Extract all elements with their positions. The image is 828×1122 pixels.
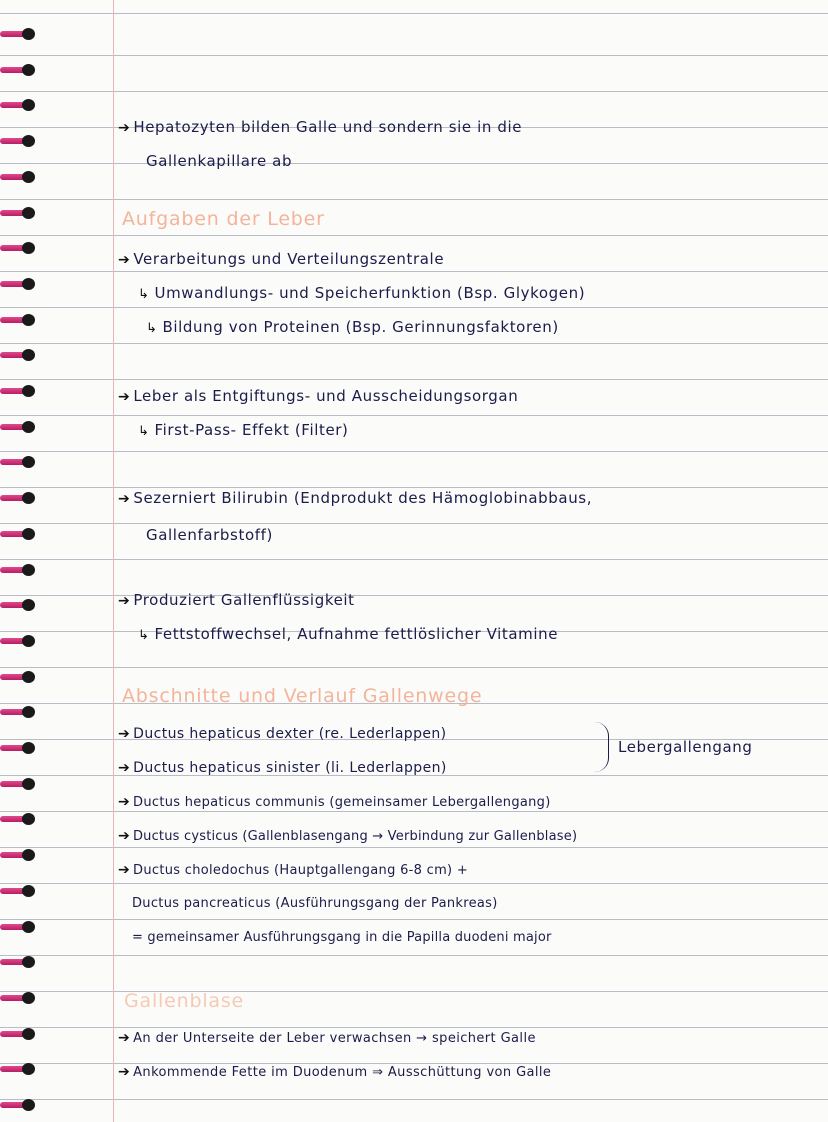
sub-arrow-icon: ↳ xyxy=(138,287,150,302)
punch-hole xyxy=(22,1099,35,1111)
punch-hole xyxy=(22,778,35,790)
note-line: ↳ Fettstoffwechsel, Aufnahme fettlöslicher Vitamine xyxy=(138,625,559,643)
note-line: ➔ Leber als Entgiftungs- und Ausscheidungsorgan xyxy=(118,387,519,405)
punch-hole xyxy=(22,492,35,504)
spiral-ring xyxy=(0,849,36,861)
punch-hole xyxy=(22,349,35,361)
note-line: ↳ Umwandlungs- und Speicherfunktion (Bsp. Glykogen) xyxy=(138,284,586,302)
spiral-ring xyxy=(0,1063,36,1075)
punch-hole xyxy=(22,849,35,861)
spiral-ring xyxy=(0,921,36,933)
spiral-ring xyxy=(0,314,36,326)
punch-hole xyxy=(22,956,35,968)
spiral-ring xyxy=(0,171,36,183)
punch-hole xyxy=(22,921,35,933)
note-line: ➔ Ductus hepaticus dexter (re. Lederlappen) xyxy=(118,726,447,742)
spiral-ring xyxy=(0,492,36,504)
spiral-ring xyxy=(0,421,36,433)
note-line: ➔ Hepatozyten bilden Galle und sondern sie in die xyxy=(118,118,523,136)
spiral-ring xyxy=(0,349,36,361)
punch-hole xyxy=(22,1063,35,1075)
punch-hole xyxy=(22,1028,35,1040)
punch-hole xyxy=(22,992,35,1004)
punch-hole xyxy=(22,28,35,40)
note-line: = gemeinsamer Ausführungsgang in die Papilla duodeni major xyxy=(132,930,552,945)
punch-hole xyxy=(22,813,35,825)
note-line: Gallenfarbstoff) xyxy=(146,526,273,544)
arrow-icon: ➔ xyxy=(118,828,130,844)
arrow-icon: ➔ xyxy=(118,1064,131,1080)
sub-arrow-icon: ↳ xyxy=(138,628,150,643)
spiral-ring xyxy=(0,278,36,290)
punch-hole xyxy=(22,885,35,897)
note-line: ➔ Ductus choledochus (Hauptgallengang 6-8 cm) + xyxy=(118,862,469,878)
curly-brace xyxy=(594,722,609,772)
spiral-ring xyxy=(0,956,36,968)
section-heading: Aufgaben der Leber xyxy=(122,208,325,230)
note-line: ➔ Verarbeitungs und Verteilungszentrale xyxy=(118,250,445,268)
spiral-ring xyxy=(0,564,36,576)
margin-line xyxy=(113,0,114,1122)
note-line: ➔ Sezerniert Bilirubin (Endprodukt des Hämoglobinabbaus, xyxy=(118,489,593,507)
arrow-icon: ➔ xyxy=(118,252,131,268)
arrow-icon: ➔ xyxy=(118,726,131,742)
arrow-icon: ➔ xyxy=(118,760,131,776)
spiral-ring xyxy=(0,635,36,647)
spiral-ring xyxy=(0,742,36,754)
punch-hole xyxy=(22,278,35,290)
section-heading: Abschnitte und Verlauf Gallenwege xyxy=(122,685,483,707)
note-line: Ductus pancreaticus (Ausführungsgang der Pankreas) xyxy=(132,896,498,911)
brace-label: Lebergallengang xyxy=(618,738,753,756)
note-line: ↳ First-Pass- Effekt (Filter) xyxy=(138,421,349,439)
punch-hole xyxy=(22,385,35,397)
punch-hole xyxy=(22,242,35,254)
punch-hole xyxy=(22,635,35,647)
spiral-ring xyxy=(0,242,36,254)
sub-arrow-icon: ↳ xyxy=(146,321,158,336)
note-line: ➔ Ankommende Fette im Duodenum ⇒ Ausschüttung von Galle xyxy=(118,1064,552,1080)
spiral-ring xyxy=(0,813,36,825)
note-line: ➔ Ductus cysticus (Gallenblasengang → Verbindung zur Gallenblase) xyxy=(118,828,578,844)
spiral-ring xyxy=(0,456,36,468)
note-line: ↳ Bildung von Proteinen (Bsp. Gerinnungsfaktoren) xyxy=(146,318,559,336)
spiral-ring xyxy=(0,64,36,76)
spiral-ring xyxy=(0,706,36,718)
arrow-icon: ➔ xyxy=(118,862,131,878)
spiral-ring xyxy=(0,1028,36,1040)
spiral-ring xyxy=(0,528,36,540)
spiral-ring xyxy=(0,135,36,147)
spiral-ring xyxy=(0,99,36,111)
punch-hole xyxy=(22,207,35,219)
section-heading: Gallenblase xyxy=(124,990,245,1012)
sub-arrow-icon: ↳ xyxy=(138,424,150,439)
punch-hole xyxy=(22,99,35,111)
spiral-ring xyxy=(0,207,36,219)
punch-hole xyxy=(22,742,35,754)
spiral-ring xyxy=(0,992,36,1004)
punch-hole xyxy=(22,314,35,326)
punch-hole xyxy=(22,64,35,76)
punch-hole xyxy=(22,671,35,683)
spiral-ring xyxy=(0,599,36,611)
punch-hole xyxy=(22,421,35,433)
punch-hole xyxy=(22,599,35,611)
spiral-ring xyxy=(0,778,36,790)
note-line: ➔ Ductus hepaticus sinister (li. Lederlappen) xyxy=(118,760,447,776)
spiral-ring xyxy=(0,885,36,897)
arrow-icon: ➔ xyxy=(118,491,131,507)
note-line: Gallenkapillare ab xyxy=(146,152,293,170)
punch-hole xyxy=(22,456,35,468)
note-line: ➔ Produziert Gallenflüssigkeit xyxy=(118,591,355,609)
spiral-ring xyxy=(0,671,36,683)
punch-hole xyxy=(22,135,35,147)
spiral-ring xyxy=(0,1099,36,1111)
spiral-ring xyxy=(0,385,36,397)
arrow-icon: ➔ xyxy=(118,593,131,609)
arrow-icon: ➔ xyxy=(118,794,131,810)
arrow-icon: ➔ xyxy=(118,389,131,405)
arrow-icon: ➔ xyxy=(118,1030,131,1046)
note-line: ➔ An der Unterseite der Leber verwachsen → speichert Galle xyxy=(118,1030,536,1046)
punch-hole xyxy=(22,171,35,183)
note-line: ➔ Ductus hepaticus communis (gemeinsamer Lebergallengang) xyxy=(118,794,551,810)
spiral-binding xyxy=(0,0,42,1122)
arrow-icon: ➔ xyxy=(118,120,131,136)
punch-hole xyxy=(22,706,35,718)
punch-hole xyxy=(22,564,35,576)
punch-hole xyxy=(22,528,35,540)
spiral-ring xyxy=(0,28,36,40)
